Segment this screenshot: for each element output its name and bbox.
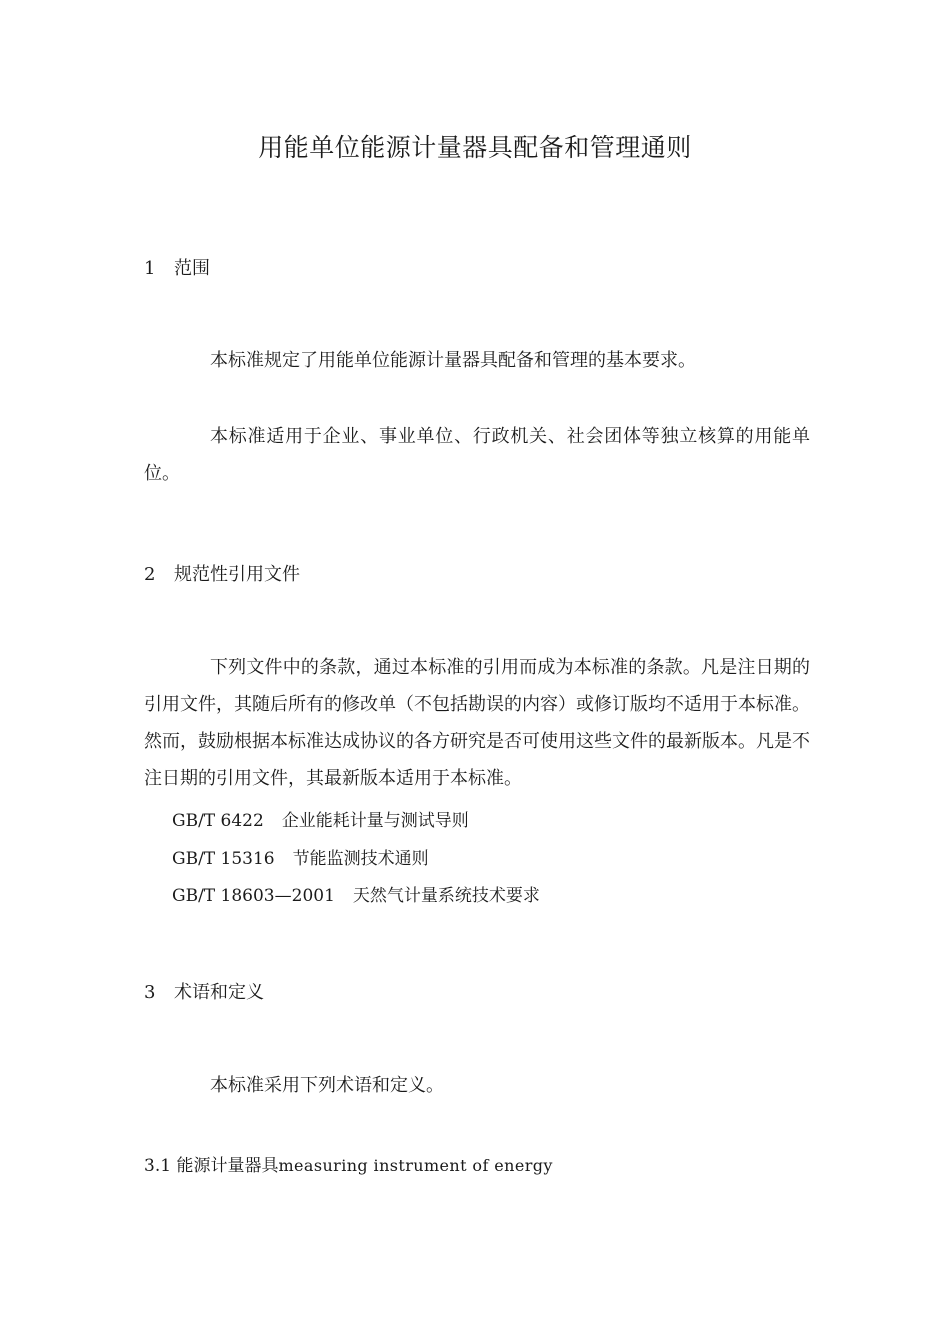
- section-2-heading: [144, 560, 300, 586]
- reference-title: 节能监测技术通则: [292, 849, 429, 869]
- reference-title: 企业能耗计量与测试导则: [281, 811, 469, 831]
- section-2-title: 规范性引用文件: [174, 564, 300, 585]
- section-1-paragraph-2: 本标准适用于企业、事业单位、行政机关、社会团体等独立核算的用能单位。: [144, 426, 810, 484]
- section-1-heading: [144, 254, 210, 280]
- section-1-title: 范围: [174, 258, 210, 279]
- subsection-3-1-term-english: measuring instrument of energy: [278, 1156, 553, 1175]
- subsection-3-1-number: 3.1: [144, 1156, 172, 1176]
- section-3-number: 3: [144, 982, 156, 1003]
- subsection-3-1-term: 能源计量器具: [176, 1156, 279, 1176]
- reference-item: [172, 806, 469, 831]
- reference-item: [172, 881, 540, 906]
- section-3-paragraph: 本标准采用下列术语和定义。: [210, 1075, 444, 1096]
- document-title: 用能单位能源计量器具配备和管理通则: [258, 133, 692, 162]
- reference-code: GB/T 18603—2001: [172, 886, 335, 906]
- reference-code: GB/T 15316: [172, 849, 275, 869]
- reference-code: GB/T 6422: [172, 811, 264, 831]
- reference-title: 天然气计量系统技术要求: [352, 886, 540, 906]
- reference-item: [172, 844, 429, 869]
- section-1-paragraph-1: 本标准规定了用能单位能源计量器具配备和管理的基本要求。: [210, 350, 696, 371]
- section-1-number: 1: [144, 258, 156, 279]
- section-2-number: 2: [144, 564, 156, 585]
- section-3-heading: [144, 978, 264, 1004]
- subsection-3-1-heading: [144, 1151, 553, 1176]
- section-3-title: 术语和定义: [174, 982, 264, 1003]
- section-2-paragraph: 下列文件中的条款，通过本标准的引用而成为本标准的条款。凡是注日期的引用文件，其随后所有的修改单（不包括勘误的内容）或修订版均不适用于本标准。然而，鼓励根据本标准达成协议的各方研究是否可使用这些文件的最新版本。凡是不注日期的引用文件，其最新版本适用于本标准。: [144, 657, 810, 789]
